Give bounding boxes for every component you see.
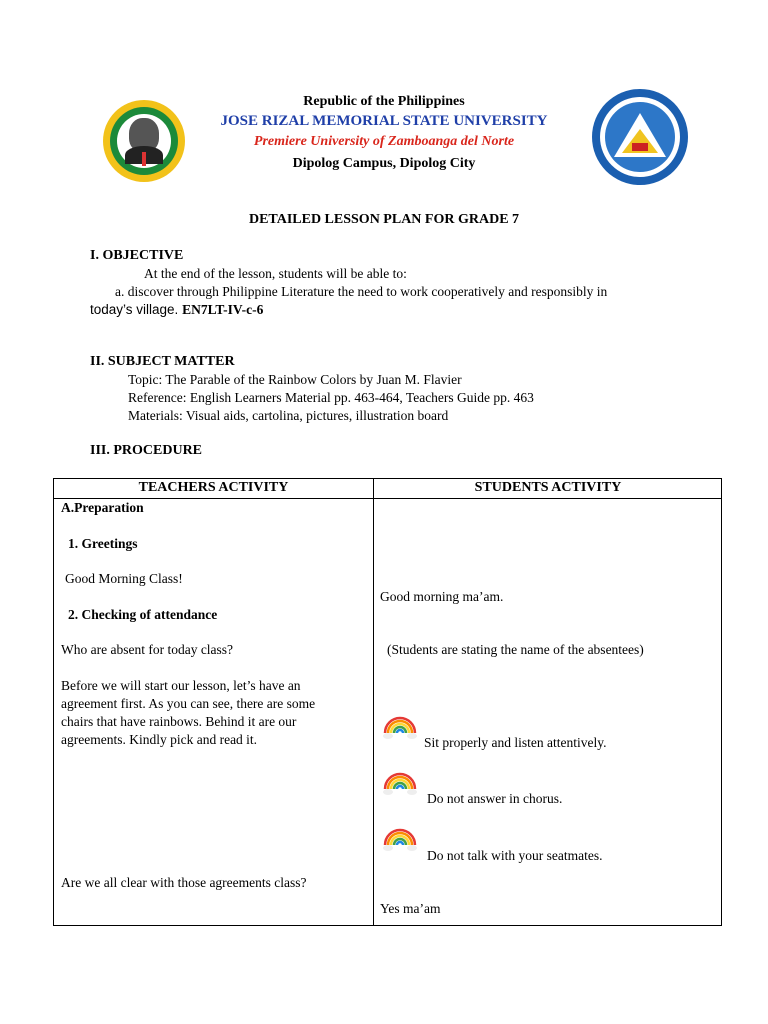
greetings-heading: 1. Greetings [68, 536, 138, 551]
attendance-heading: 2. Checking of attendance [68, 607, 218, 622]
teacher-absent-question: Who are absent for today class? [61, 642, 234, 657]
teachers-activity-header: TEACHERS ACTIVITY [138, 480, 289, 495]
objective-item: a. discover through Philippine Literature the need to work cooperatively and responsibly in [115, 284, 608, 299]
agreement-rule-1: Sit properly and listen attentively. [424, 735, 607, 750]
agreement-rule-2: Do not answer in chorus. [427, 791, 563, 806]
preparation-heading: A.Preparation [61, 500, 144, 515]
header-university: JOSE RIZAL MEMORIAL STATE UNIVERSITY [220, 113, 548, 129]
agreement-line-4: agreements. Kindly pick and read it. [61, 732, 258, 747]
header-tagline: Premiere University of Zamboanga del Norte [253, 134, 515, 149]
subject-materials: Materials: Visual aids, cartolina, pictures, illustration board [128, 408, 449, 423]
subject-matter-heading: II. SUBJECT MATTER [90, 354, 235, 369]
agreement-rule-3: Do not talk with your seatmates. [427, 848, 603, 863]
header-republic: Republic of the Philippines [303, 94, 465, 109]
document-title: DETAILED LESSON PLAN FOR GRADE 7 [248, 212, 520, 227]
teacher-greeting: Good Morning Class! [65, 571, 183, 586]
teacher-clear-question: Are we all clear with those agreements class? [61, 875, 307, 890]
agreement-line-1: Before we will start our lesson, let’s have an [61, 678, 301, 693]
header-campus: Dipolog Campus, Dipolog City [292, 156, 476, 171]
student-greeting-reply: Good morning ma’am. [380, 589, 504, 604]
student-absentees: (Students are stating the name of the absentees) [387, 642, 644, 657]
agreement-line-2: agreement first. As you can see, there are some [61, 696, 316, 711]
objective-item-line2: today’s village. [90, 302, 179, 317]
competency-code: EN7LT-IV-c-6 [182, 302, 264, 317]
procedure-heading: III. PROCEDURE [90, 443, 203, 458]
procedure-table [53, 478, 722, 926]
objective-item-cont [90, 302, 263, 318]
agreement-line-3: chairs that have rainbows. Behind it are our [61, 714, 297, 729]
rainbow-icon [382, 711, 418, 741]
rainbow-icon [382, 823, 418, 853]
rainbow-icon [382, 767, 418, 797]
students-activity-header: STUDENTS ACTIVITY [474, 480, 622, 495]
subject-topic: Topic: The Parable of the Rainbow Colors by Juan M. Flavier [128, 372, 462, 387]
objective-intro: At the end of the lesson, students will be able to: [144, 266, 407, 281]
student-yes-reply: Yes ma’am [380, 901, 441, 916]
subject-reference: Reference: English Learners Material pp. 463-464, Teachers Guide pp. 463 [128, 390, 534, 405]
objective-heading: I. OBJECTIVE [90, 248, 184, 263]
